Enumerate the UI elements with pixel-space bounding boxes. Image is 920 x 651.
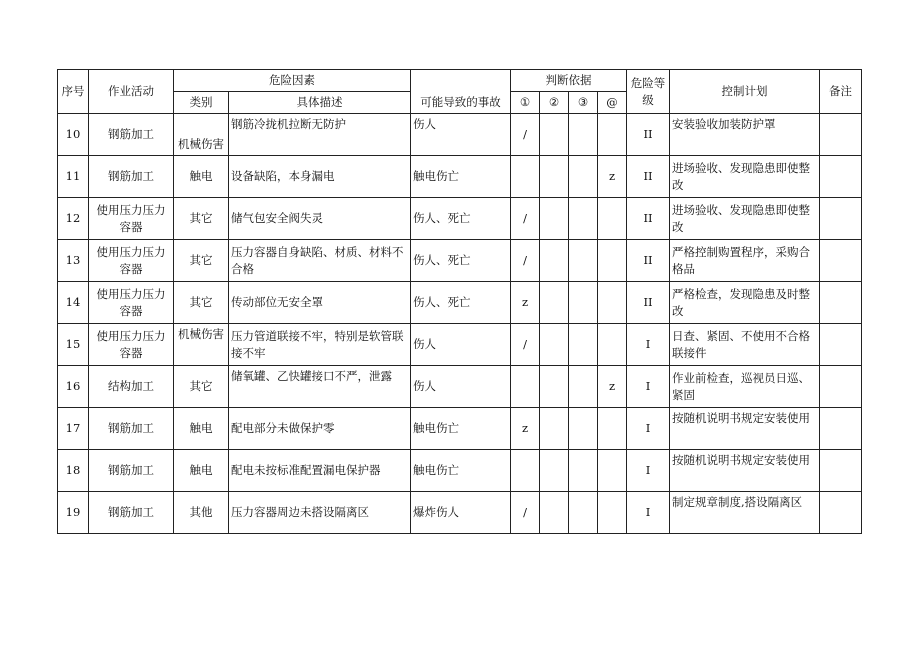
cell-j3 <box>569 240 598 282</box>
cell-j2 <box>540 240 569 282</box>
cell-activity: 使用压力压力容器 <box>89 240 174 282</box>
cell-description: 配电部分未做保护零 <box>229 408 411 450</box>
cell-activity: 钢筋加工 <box>89 156 174 198</box>
cell-j1: z <box>511 282 540 324</box>
cell-j1 <box>511 450 540 492</box>
cell-activity: 钢筋加工 <box>89 450 174 492</box>
cell-accident: 伤人 <box>411 114 511 156</box>
cell-level: I <box>627 324 670 366</box>
cell-remark <box>820 114 862 156</box>
cell-j2 <box>540 366 569 408</box>
cell-remark <box>820 408 862 450</box>
cell-j4 <box>598 198 627 240</box>
cell-control: 进场验收、发现隐患即使整改 <box>670 198 820 240</box>
cell-j4 <box>598 408 627 450</box>
cell-level: I <box>627 492 670 534</box>
cell-j4 <box>598 492 627 534</box>
cell-j2 <box>540 450 569 492</box>
cell-control: 按随机说明书规定安装使用 <box>670 408 820 450</box>
cell-level: I <box>627 366 670 408</box>
cell-j1: / <box>511 324 540 366</box>
cell-control: 安装验收加装防护罩 <box>670 114 820 156</box>
cell-j2 <box>540 282 569 324</box>
cell-description: 设备缺陷，本身漏电 <box>229 156 411 198</box>
cell-j3 <box>569 366 598 408</box>
header-row-1 <box>58 70 862 92</box>
cell-j4 <box>598 240 627 282</box>
cell-description: 压力容器自身缺陷、材质、材料不合格 <box>229 240 411 282</box>
cell-accident: 伤人、死亡 <box>411 198 511 240</box>
cell-category: 触电 <box>174 450 229 492</box>
cell-category: 其它 <box>174 366 229 408</box>
cell-level: II <box>627 156 670 198</box>
header-hazard: 危险因素 <box>174 70 411 92</box>
table-row <box>58 408 862 450</box>
cell-category: 其他 <box>174 492 229 534</box>
cell-j4 <box>598 282 627 324</box>
cell-activity: 使用压力压力容器 <box>89 282 174 324</box>
cell-j2 <box>540 156 569 198</box>
cell-accident: 伤人 <box>411 366 511 408</box>
cell-no: 10 <box>58 114 89 156</box>
cell-accident: 伤人、死亡 <box>411 282 511 324</box>
cell-category: 机械伤害 <box>174 114 229 156</box>
cell-j1: / <box>511 492 540 534</box>
cell-no: 14 <box>58 282 89 324</box>
cell-j3 <box>569 114 598 156</box>
cell-description: 传动部位无安全罩 <box>229 282 411 324</box>
cell-description: 压力容器周边未搭设隔离区 <box>229 492 411 534</box>
header-judgement: 判断依据 <box>511 70 627 92</box>
header-j1: ① <box>511 92 540 114</box>
cell-control: 日查、紧固、不使用不合格联接件 <box>670 324 820 366</box>
cell-j2 <box>540 408 569 450</box>
cell-j1 <box>511 366 540 408</box>
header-accident: 可能导致的事故 <box>411 70 511 114</box>
table-row <box>58 324 862 366</box>
cell-j1: / <box>511 114 540 156</box>
cell-remark <box>820 366 862 408</box>
header-no: 序号 <box>58 70 89 114</box>
cell-j1 <box>511 156 540 198</box>
cell-category: 触电 <box>174 156 229 198</box>
cell-category: 其它 <box>174 240 229 282</box>
cell-description: 钢筋冷拢机拉断无防护 <box>229 114 411 156</box>
cell-description: 压力管道联接不牢，特别是软管联接不牢 <box>229 324 411 366</box>
cell-j4: z <box>598 156 627 198</box>
cell-level: II <box>627 198 670 240</box>
cell-j3 <box>569 156 598 198</box>
cell-no: 16 <box>58 366 89 408</box>
header-j4: @ <box>598 92 627 114</box>
cell-no: 15 <box>58 324 89 366</box>
cell-j1: / <box>511 198 540 240</box>
cell-j2 <box>540 492 569 534</box>
cell-remark <box>820 198 862 240</box>
cell-accident: 触电伤亡 <box>411 156 511 198</box>
header-description: 具体描述 <box>229 92 411 114</box>
cell-j4: z <box>598 366 627 408</box>
cell-level: I <box>627 450 670 492</box>
cell-control: 制定规章制度,搭设隔离区 <box>670 492 820 534</box>
cell-control: 进场验收、发现隐患即使整改 <box>670 156 820 198</box>
header-level: 危险等级 <box>627 70 670 114</box>
cell-j2 <box>540 198 569 240</box>
cell-level: II <box>627 114 670 156</box>
cell-j4 <box>598 114 627 156</box>
header-activity: 作业活动 <box>89 70 174 114</box>
cell-category: 其它 <box>174 282 229 324</box>
cell-j1: / <box>511 240 540 282</box>
cell-remark <box>820 450 862 492</box>
table-row <box>58 282 862 324</box>
header-category: 类别 <box>174 92 229 114</box>
header-control: 控制计划 <box>670 70 820 114</box>
cell-accident: 触电伤亡 <box>411 450 511 492</box>
cell-no: 12 <box>58 198 89 240</box>
cell-remark <box>820 240 862 282</box>
table-row <box>58 366 862 408</box>
cell-activity: 钢筋加工 <box>89 408 174 450</box>
cell-j3 <box>569 282 598 324</box>
cell-description: 储气包安全阀失灵 <box>229 198 411 240</box>
header-j2: ② <box>540 92 569 114</box>
cell-activity: 钢筋加工 <box>89 114 174 156</box>
cell-category: 机械伤害 <box>174 324 229 366</box>
cell-accident: 爆炸伤人 <box>411 492 511 534</box>
cell-no: 18 <box>58 450 89 492</box>
cell-j3 <box>569 492 598 534</box>
cell-j1: z <box>511 408 540 450</box>
table-row <box>58 198 862 240</box>
cell-j3 <box>569 198 598 240</box>
cell-level: II <box>627 282 670 324</box>
cell-remark <box>820 282 862 324</box>
header-remark: 备注 <box>820 70 862 114</box>
cell-category: 触电 <box>174 408 229 450</box>
cell-activity: 结构加工 <box>89 366 174 408</box>
cell-accident: 伤人、死亡 <box>411 240 511 282</box>
cell-accident: 伤人 <box>411 324 511 366</box>
cell-remark <box>820 324 862 366</box>
header-j3: ③ <box>569 92 598 114</box>
cell-category: 其它 <box>174 198 229 240</box>
cell-activity: 钢筋加工 <box>89 492 174 534</box>
cell-remark <box>820 156 862 198</box>
cell-level: I <box>627 408 670 450</box>
cell-control: 严格控制购置程序，采购合格品 <box>670 240 820 282</box>
cell-j3 <box>569 408 598 450</box>
cell-no: 13 <box>58 240 89 282</box>
cell-accident: 触电伤亡 <box>411 408 511 450</box>
table-row <box>58 156 862 198</box>
cell-no: 19 <box>58 492 89 534</box>
cell-j2 <box>540 114 569 156</box>
cell-j3 <box>569 324 598 366</box>
risk-assessment-table <box>57 69 862 534</box>
cell-activity: 使用压力压力容器 <box>89 198 174 240</box>
cell-remark <box>820 492 862 534</box>
cell-description: 储氧罐、乙快罐接口不严，泄露 <box>229 366 411 408</box>
cell-no: 11 <box>58 156 89 198</box>
table-row <box>58 240 862 282</box>
cell-j3 <box>569 450 598 492</box>
table-row <box>58 450 862 492</box>
cell-j4 <box>598 324 627 366</box>
cell-activity: 使用压力压力容器 <box>89 324 174 366</box>
cell-control: 严格检查，发现隐患及时整改 <box>670 282 820 324</box>
cell-no: 17 <box>58 408 89 450</box>
cell-j2 <box>540 324 569 366</box>
cell-control: 按随机说明书规定安装使用 <box>670 450 820 492</box>
cell-control: 作业前检查，巡视员日巡、紧固 <box>670 366 820 408</box>
cell-level: II <box>627 240 670 282</box>
cell-description: 配电未按标准配置漏电保护器 <box>229 450 411 492</box>
table-row <box>58 114 862 156</box>
cell-j4 <box>598 450 627 492</box>
table-row <box>58 492 862 534</box>
